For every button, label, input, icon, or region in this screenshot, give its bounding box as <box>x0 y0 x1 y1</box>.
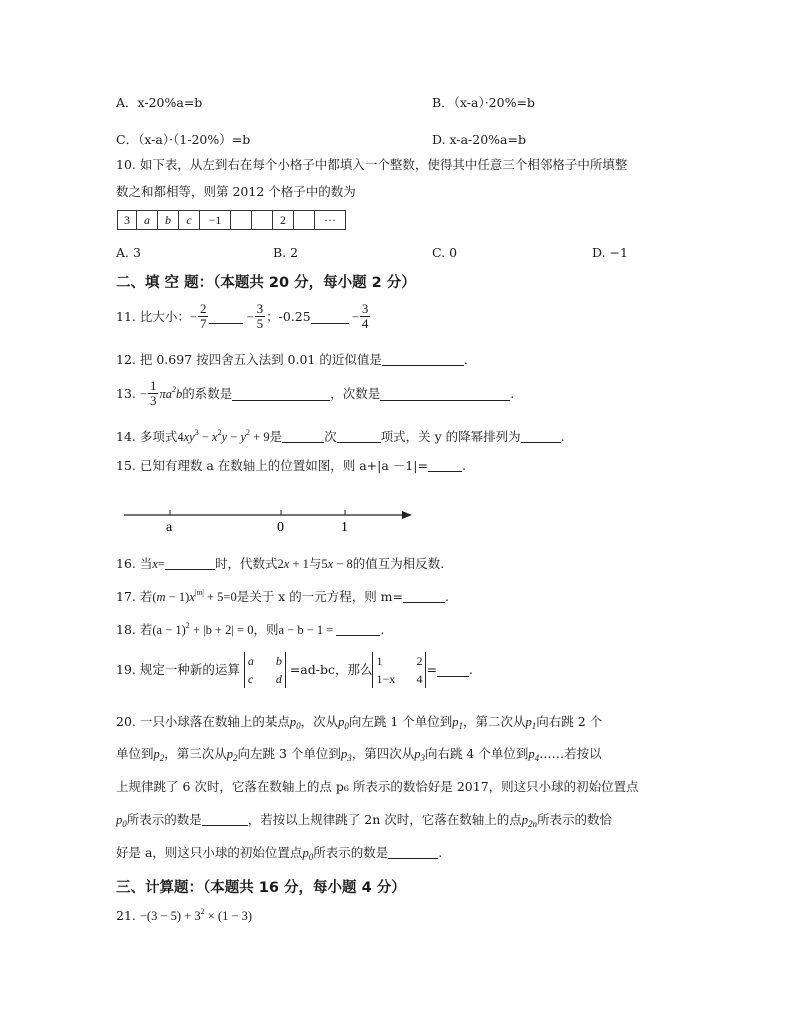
q14-number: 14. 多项式 <box>116 429 178 444</box>
fraction <box>360 302 371 331</box>
answer-blank[interactable] <box>337 429 381 443</box>
section3-heading: 三、计算题：（本题共 16 分，每小题 4 分） <box>116 880 406 896</box>
q12 <box>116 352 468 368</box>
numerator: 3 <box>256 301 264 316</box>
det-entry: b <box>275 654 282 668</box>
denominator: 4 <box>361 316 369 331</box>
q20-line3: 上规律跳了 6 次时，它落在数轴上的点 p₆ 所表示的数恰好是 2017，则这只小球的初始位置点 <box>116 779 639 794</box>
q13: 13. − $\frac{1}{3}$ $\pi a^2b$ 的系数是 ，次数是 . <box>116 378 515 408</box>
table-cell: c <box>179 211 200 230</box>
q20-text: ，第四次从 <box>351 746 415 761</box>
denominator: 5 <box>256 316 264 331</box>
q21 <box>116 908 252 924</box>
q10-line2: 数之和都相等，则第 2012 个格子中的数为 <box>116 184 356 199</box>
q16-expr1: 2x + 1 <box>277 557 309 571</box>
section2-heading: 二、填 空 题：（本题共 20 分，每小题 2 分） <box>116 275 416 291</box>
q20-text: 单位到 <box>116 746 154 761</box>
answer-blank[interactable] <box>428 458 462 472</box>
table-cell: 3 <box>118 211 137 230</box>
period: . <box>380 622 385 637</box>
q14 <box>116 429 565 445</box>
table-cell <box>252 211 273 230</box>
equals: = <box>426 662 437 677</box>
q16-text: 时，代数式 <box>214 556 278 571</box>
q18-condition: $(a - 1)^2 + |b + 2| = 0$ <box>152 621 254 637</box>
q16-expr2: 5x − 8 <box>321 557 353 571</box>
fraction <box>255 302 266 331</box>
fraction <box>148 379 159 408</box>
table-cell: b <box>158 211 179 230</box>
table-cell: 2 <box>273 211 294 230</box>
q16-text: 与 <box>308 556 322 571</box>
q10-option-a: A. 3 <box>116 245 141 260</box>
q18-number: 18. 若 <box>116 622 153 637</box>
det-entry: d <box>275 672 282 686</box>
answer-blank[interactable] <box>388 845 438 859</box>
q14-text: 项式，关 y 的降幂排列为 <box>380 429 521 444</box>
q16-text: 的值互为相反数. <box>352 556 445 571</box>
q11: 11. 比大小： − $\frac{2}{7}$ − $\frac{3}{5}$ ；-0.25 − $\frac{3}{4}$ <box>116 301 369 331</box>
fraction <box>198 302 209 331</box>
numerator: 1 <box>149 378 157 393</box>
q20-text: 向左跳 3 个单位到 <box>237 746 341 761</box>
period: . <box>468 662 473 677</box>
period: . <box>461 458 466 473</box>
q10-line1: 10. 如下表，从左到右在每个小格子中都填入一个整数，使得其中任意三个相邻格子中所填整 <box>116 157 628 172</box>
q10-option-d: D. −1 <box>592 245 628 260</box>
q14-polynomial: $4xy^3 - x^2y - y^2 + 9$ <box>177 428 270 444</box>
numerator: 3 <box>361 301 369 316</box>
det-entry: a <box>247 654 254 668</box>
number-line <box>120 503 420 533</box>
answer-blank[interactable] <box>380 387 510 401</box>
q19-number: 19. 规定一种新的运算 <box>116 662 240 677</box>
det-entry: 1 <box>376 654 383 668</box>
answer-blank[interactable] <box>311 310 349 324</box>
answer-blank[interactable] <box>521 429 561 443</box>
q20-line5: 好是 a，则这只小球的初始位置点$p_0$所表示的数是 . <box>116 845 443 862</box>
period: . <box>463 352 468 367</box>
q20-text: 所表示的数是 <box>313 845 389 860</box>
table-cell: −1 <box>200 211 231 230</box>
q11-number: 11. <box>116 308 136 324</box>
q20-text: ，第三次从 <box>164 746 227 761</box>
det-entry: c <box>247 672 254 686</box>
q10-cell-table <box>117 210 346 230</box>
answer-blank[interactable] <box>282 429 324 443</box>
table-cell <box>294 211 315 230</box>
q20-text: ……若按以 <box>539 746 602 761</box>
q18-expression: a − b − 1 = <box>278 623 337 637</box>
determinant-abcd <box>244 652 286 688</box>
det-entry: 1−x <box>376 672 396 686</box>
q14-text: 是 <box>269 429 283 444</box>
q20-text: ，第二次从 <box>463 714 526 729</box>
numerator: 2 <box>199 301 207 316</box>
q17-number: 17. 若 <box>116 589 153 604</box>
answer-blank[interactable] <box>232 387 330 401</box>
label-a: a <box>166 520 173 533</box>
period: . <box>560 429 565 444</box>
q9-option-b: B．（x-a）·20%=b <box>432 95 535 110</box>
denominator: 3 <box>149 393 157 408</box>
q20-text: 好是 a，则这只小球的初始位置点 <box>116 845 303 860</box>
q12-text: 12. 把 0.697 按四舍五入法到 0.01 的近似值是 <box>116 352 382 367</box>
q15 <box>116 458 466 474</box>
q17 <box>116 589 449 605</box>
q11-label: 比大小： <box>139 308 190 324</box>
q13-monomial: $\pi a^2b$ <box>159 384 183 401</box>
table-cell: ··· <box>315 211 346 230</box>
period: . <box>438 845 443 860</box>
q11-sep: ；-0.25 <box>266 308 311 324</box>
q19-text: =ad-bc，那么 <box>289 662 373 677</box>
determinant-numeric <box>372 652 426 688</box>
answer-blank[interactable] <box>336 622 380 636</box>
q20-text: 20. 一只小球落在数轴上的某点 <box>116 714 290 729</box>
q18-text: ，则 <box>253 622 279 637</box>
q16: 16. 当x= 时，代数式2x + 1与5x − 8的值互为相反数. <box>116 556 445 571</box>
period: . <box>445 589 449 604</box>
q10-option-b: B. 2 <box>273 245 299 260</box>
q16-number: 16. 当 <box>116 556 153 571</box>
q20-text: 向右跳 2 个 <box>536 714 603 729</box>
q20-text: ，若按以上规律跳了 2n 次时，它落在数轴上的点 <box>247 812 522 827</box>
det-entry: 2 <box>416 654 423 668</box>
q14-text: 次 <box>324 429 337 444</box>
answer-blank[interactable] <box>437 663 469 677</box>
q20-text: 所表示的数恰 <box>536 812 612 827</box>
q21-expression: $-(3 - 5) + 3^2 \times (1 - 3)$ <box>139 907 253 923</box>
q13-text: 的系数是 <box>182 385 233 401</box>
denominator: 7 <box>199 316 207 331</box>
period: . <box>510 385 515 401</box>
q20-text: 所表示的数是 <box>126 812 202 827</box>
q20-line2: 单位到$p_2$，第三次从$p_2$向左跳 3 个单位到$p_3$，第四次从$p_3$向右跳 4 个单位到$p_4\dots\dots$若按以 <box>116 746 602 763</box>
q19 <box>116 652 473 688</box>
label-zero: 0 <box>277 520 284 533</box>
q15-text: 15. 已知有理数 a 在数轴上的位置如图，则 a+|a －1|= <box>116 458 428 473</box>
q9-option-c: C．（x-a）·（1-20%）=b <box>116 132 251 147</box>
answer-blank[interactable] <box>382 352 464 366</box>
q17-equation: $(m - 1)x^{|m|} + 5=0$ <box>152 588 237 604</box>
answer-blank[interactable] <box>209 310 243 324</box>
q9-option-a: A．x-20%a=b <box>116 95 203 110</box>
label-one: 1 <box>341 520 348 533</box>
q20-text: 向左跳 1 个单位到 <box>348 714 453 729</box>
q17-text: 是关于 x 的一元方程，则 m= <box>236 589 403 604</box>
q20-line4: $p_0$所表示的数是 ，若按以上规律跳了 2n 次时，它落在数轴上的点$p_{2n}$所表示的数恰 <box>116 812 612 829</box>
q9-option-d: D. x-a-20%a=b <box>432 132 526 147</box>
q20-text: 向右跳 4 个单位到 <box>424 746 529 761</box>
table-cell: a <box>137 211 158 230</box>
answer-blank[interactable] <box>165 556 215 570</box>
det-entry: 4 <box>416 672 423 686</box>
q10-option-c: C. 0 <box>432 245 458 260</box>
q20-text: ，次从 <box>300 714 339 729</box>
answer-blank[interactable] <box>403 589 445 603</box>
table-cell <box>231 211 252 230</box>
q13-text2: ，次数是 <box>330 385 381 401</box>
q13-number: 13. <box>116 385 136 401</box>
q18 <box>116 622 384 638</box>
arrow-head <box>402 511 412 519</box>
q20-line1: 20. 一只小球落在数轴上的某点$p_0$，次从$p_0$向左跳 1 个单位到$p_1$，第二次从$p_1$向右跳 2 个 <box>116 714 603 731</box>
answer-blank[interactable] <box>202 812 248 826</box>
q21-number: 21. <box>116 908 136 923</box>
